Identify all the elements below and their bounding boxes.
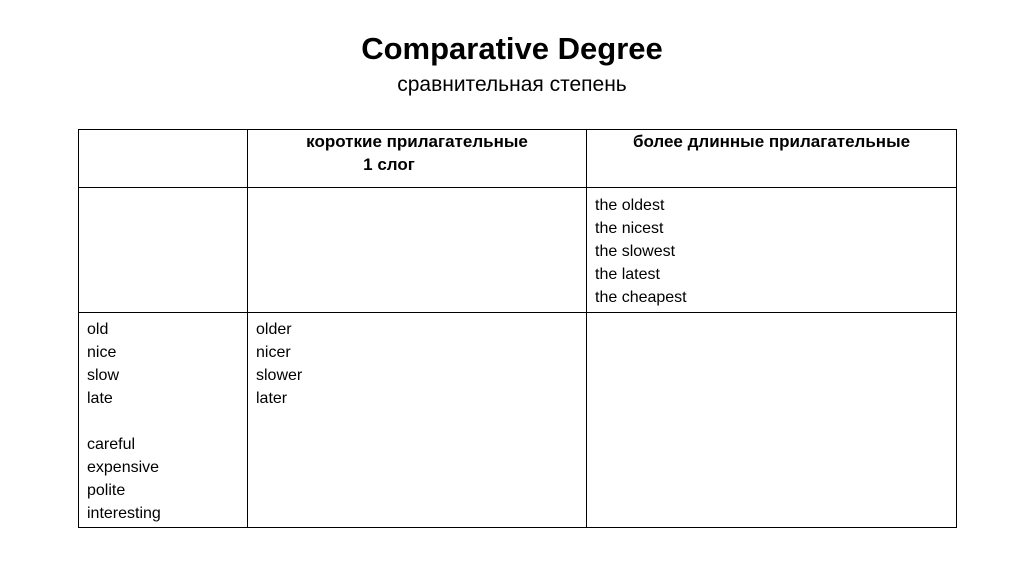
header-cell-short-adjectives (248, 130, 587, 188)
slide-subtitle: сравнительная степень (397, 73, 627, 96)
table-cell (79, 188, 248, 313)
table-cell-superlatives (587, 188, 957, 313)
header-row (79, 130, 957, 188)
list-item: expensive (87, 459, 160, 476)
list-item: polite (87, 482, 126, 499)
table-cell (587, 313, 957, 528)
header-one-syllable-label: 1 слог (363, 155, 415, 174)
list-item: old (87, 321, 109, 338)
list-item: the oldest (595, 197, 665, 214)
slide-title: Comparative Degree (361, 31, 663, 66)
header-long-adjectives-label: более длинные прилагательные (632, 132, 911, 151)
list-item: slower (256, 367, 303, 384)
list-item: slow (87, 367, 120, 384)
list-item: older (256, 321, 292, 338)
table-cell-base-adjectives (79, 313, 248, 528)
list-item: the latest (595, 266, 660, 283)
list-item: nice (87, 344, 117, 361)
list-item: nicer (256, 344, 291, 361)
table-row (79, 313, 957, 528)
table-row (79, 188, 957, 313)
table-cell-comparatives (248, 313, 587, 528)
list-item: late (87, 390, 113, 407)
list-item: the slowest (595, 243, 676, 260)
list-item: interesting (87, 505, 161, 522)
list-item: later (256, 390, 288, 407)
header-cell-empty (79, 130, 248, 188)
list-item: the cheapest (595, 289, 687, 306)
header-cell-long-adjectives (587, 130, 957, 188)
table-cell (248, 188, 587, 313)
list-item: the nicest (595, 220, 664, 237)
list-item: careful (87, 436, 136, 453)
comparatives-list (248, 313, 586, 410)
superlatives-list (587, 188, 956, 309)
base-adjectives-list (79, 313, 247, 525)
comparison-table (78, 129, 957, 528)
header-short-adjectives-label: короткие прилагательные (306, 132, 528, 151)
